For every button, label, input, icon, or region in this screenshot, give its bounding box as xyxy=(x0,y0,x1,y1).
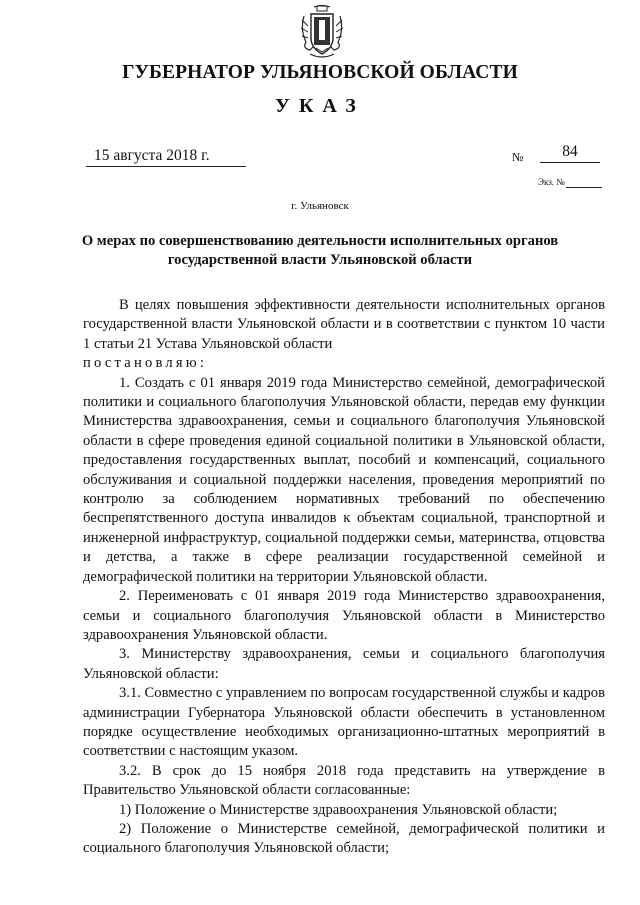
paragraph-2: 2. Переименовать с 01 января 2019 года Министерство здравоохранения, семьи и социального благополучия Ульяновской области в Министерство здравоохранения Ульяновской области. xyxy=(83,588,605,643)
paragraph-3: 3. Министерству здравоохранения, семьи и социального благополучия Ульяновской области: xyxy=(83,646,605,682)
number-label: № xyxy=(512,150,524,164)
city-line: г. Ульяновск xyxy=(291,200,349,212)
list-item-2: 2) Положение о Министерстве семейной, демографической политики и социального благополучия Ульяновской области; xyxy=(83,820,605,857)
preamble: В целях повышения эффективности деятельности исполнительных органов государственной власти Ульяновской области и в соответствии с пунктом 10 части 1 статьи 21 Устава Ульяновской области xyxy=(83,297,605,352)
decree-title-line-1: О мерах по совершенствованию деятельности исполнительных органов xyxy=(81,233,559,249)
document-type-heading: УКАЗ xyxy=(275,95,365,117)
issuer-heading: ГУБЕРНАТОР УЛЬЯНОВСКОЙ ОБЛАСТИ xyxy=(122,62,518,83)
decree-word: постановляю: xyxy=(83,355,208,372)
decree-title-line-2: государственной власти Ульяновской области xyxy=(167,252,473,268)
copy-number-line xyxy=(566,187,602,188)
coat-of-arms-emblem xyxy=(300,4,344,60)
paragraph-3-1: 3.1. Совместно с управлением по вопросам государственной службы и кадров администрации Губернатора Ульяновской области обеспечить в установленном порядке осуществление необходимых организационно-штатных мероприятий в соответствии с настоящим указом. xyxy=(83,685,605,760)
decree-number: 84 xyxy=(540,142,600,163)
paragraph-3-2: 3.2. В срок до 15 ноября 2018 года представить на утверждение в Правительство Ульяновской области согласованные: xyxy=(83,762,605,799)
decree-title xyxy=(60,232,580,270)
decree-body xyxy=(83,296,605,859)
list-item-1: 1) Положение о Министерстве здравоохранения Ульяновской области; xyxy=(119,801,558,818)
decree-date: 15 августа 2018 г. xyxy=(86,146,246,167)
paragraph-1: 1. Создать с 01 января 2019 года Министерство семейной, демографической политики и социального благополучия Ульяновской области, передав ему функции Министерства здравоохранения, семьи и социального благополучия Ульяновской области в сфере проведения единой социальной политики в Ульяновской области, предоставления государственных выплат, пособий и компенсаций, социального обслуживания и социальной поддержки населения, проведения мероприятий по контролю за соблюдением нормативных требований по обеспечению беспрепятственного доступа инвалидов к объектам социальной, транспортной и инженерной инфраструктур, социальной поддержки семьи, материнства, отцовства и детства, а также в сфере реализации государственной семейной и демографической политики на территории Ульяновской области. xyxy=(83,374,605,585)
copy-number-label: Экз. № xyxy=(538,177,565,187)
